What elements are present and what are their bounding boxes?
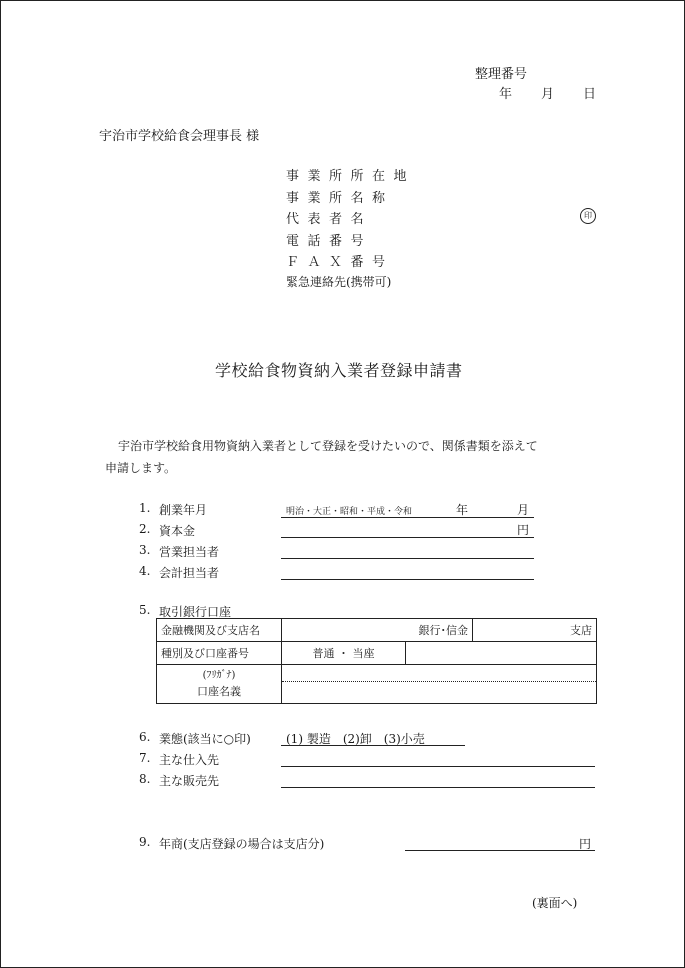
item-5-label: 取引銀行口座 <box>159 605 232 619</box>
holder-label: 口座名義 <box>197 685 241 698</box>
body-line-1: 宇治市学校給食用物資納入業者として登録を受けたいので、関係書類を添えて <box>118 439 538 453</box>
founding-year-label: 年 <box>456 503 469 517</box>
item-4-number: 4. <box>139 564 151 578</box>
item-2-label: 資本金 <box>159 524 196 538</box>
annual-sales-unit-label: 円 <box>579 837 592 851</box>
main-suppliers-field[interactable] <box>281 766 595 767</box>
furigana-field[interactable] <box>282 665 596 682</box>
item-8-label: 主な販売先 <box>159 774 220 788</box>
addressee: 宇治市学校給食会理事長 様 <box>99 129 260 144</box>
bank-account-table <box>156 618 597 704</box>
date-month-label: 月 <box>541 87 555 102</box>
annual-sales-field[interactable] <box>405 850 595 851</box>
type-row-label: 種別及び口座番号 <box>157 642 282 665</box>
representative-label: 代表者名 <box>286 212 373 227</box>
item-1-number: 1. <box>139 501 151 515</box>
item-6-number: 6. <box>139 730 151 744</box>
capital-unit-label: 円 <box>517 523 530 537</box>
holder-label-cell <box>157 665 282 704</box>
business-type-underline <box>281 745 465 746</box>
bank-name-cell[interactable] <box>282 619 473 642</box>
bank-row-label: 金融機関及び支店名 <box>157 619 282 642</box>
account-holder-row <box>157 665 597 704</box>
body-line-2: 申請します。 <box>105 461 177 475</box>
era-options: 明治・大正・昭和・平成・令和 <box>286 507 413 517</box>
item-2-number: 2. <box>139 522 151 536</box>
phone-label: 電話番号 <box>286 234 373 249</box>
fax-label: ＦＡＸ番号 <box>286 255 394 270</box>
accounting-contact-field[interactable] <box>281 579 534 580</box>
account-number-cell[interactable] <box>406 642 597 665</box>
business-name-label: 事業所名称 <box>286 191 394 206</box>
date-year-label: 年 <box>499 87 513 102</box>
branch-name-cell[interactable] <box>473 619 597 642</box>
founding-month-label: 月 <box>517 503 530 517</box>
account-type-cell[interactable]: 普通 ・ 当座 <box>282 642 406 665</box>
form-title: 学校給食物資納入業者登録申請書 <box>215 361 463 380</box>
ref-number-label: 整理番号 <box>475 67 528 82</box>
account-type-row <box>157 642 597 665</box>
continued-on-back: (裏面へ) <box>532 896 578 910</box>
bank-suffix: 銀行･信金 <box>418 624 468 637</box>
address-label: 事業所所在地 <box>286 169 416 184</box>
sales-contact-field[interactable] <box>281 558 534 559</box>
item-9-label: 年商(支店登録の場合は支店分) <box>159 837 325 851</box>
bank-row <box>157 619 597 642</box>
seal-mark-icon: 印 <box>580 208 596 224</box>
item-7-number: 7. <box>139 751 151 765</box>
business-type-options[interactable]: (1) 製造 (2)卸 (3)小売 <box>286 732 425 746</box>
main-customers-field[interactable] <box>281 787 595 788</box>
item-3-number: 3. <box>139 543 151 557</box>
furigana-label: (ﾌﾘｶﾞﾅ) <box>202 670 236 681</box>
item-9-number: 9. <box>139 835 151 849</box>
holder-name-field[interactable] <box>282 682 596 703</box>
capital-field[interactable] <box>281 537 534 538</box>
emergency-contact-label: 緊急連絡先(携帯可) <box>286 275 392 289</box>
item-1-label: 創業年月 <box>159 503 208 517</box>
item-6-label: 業態(該当に○印) <box>159 732 251 746</box>
holder-name-cell[interactable] <box>282 665 597 704</box>
date-day-label: 日 <box>583 87 597 102</box>
item-3-label: 営業担当者 <box>159 545 220 559</box>
item-8-number: 8. <box>139 772 151 786</box>
founding-date-field[interactable] <box>281 517 534 518</box>
item-7-label: 主な仕入先 <box>159 753 220 767</box>
branch-suffix: 支店 <box>570 624 592 637</box>
item-4-label: 会計担当者 <box>159 566 220 580</box>
item-5-number: 5. <box>139 603 151 617</box>
